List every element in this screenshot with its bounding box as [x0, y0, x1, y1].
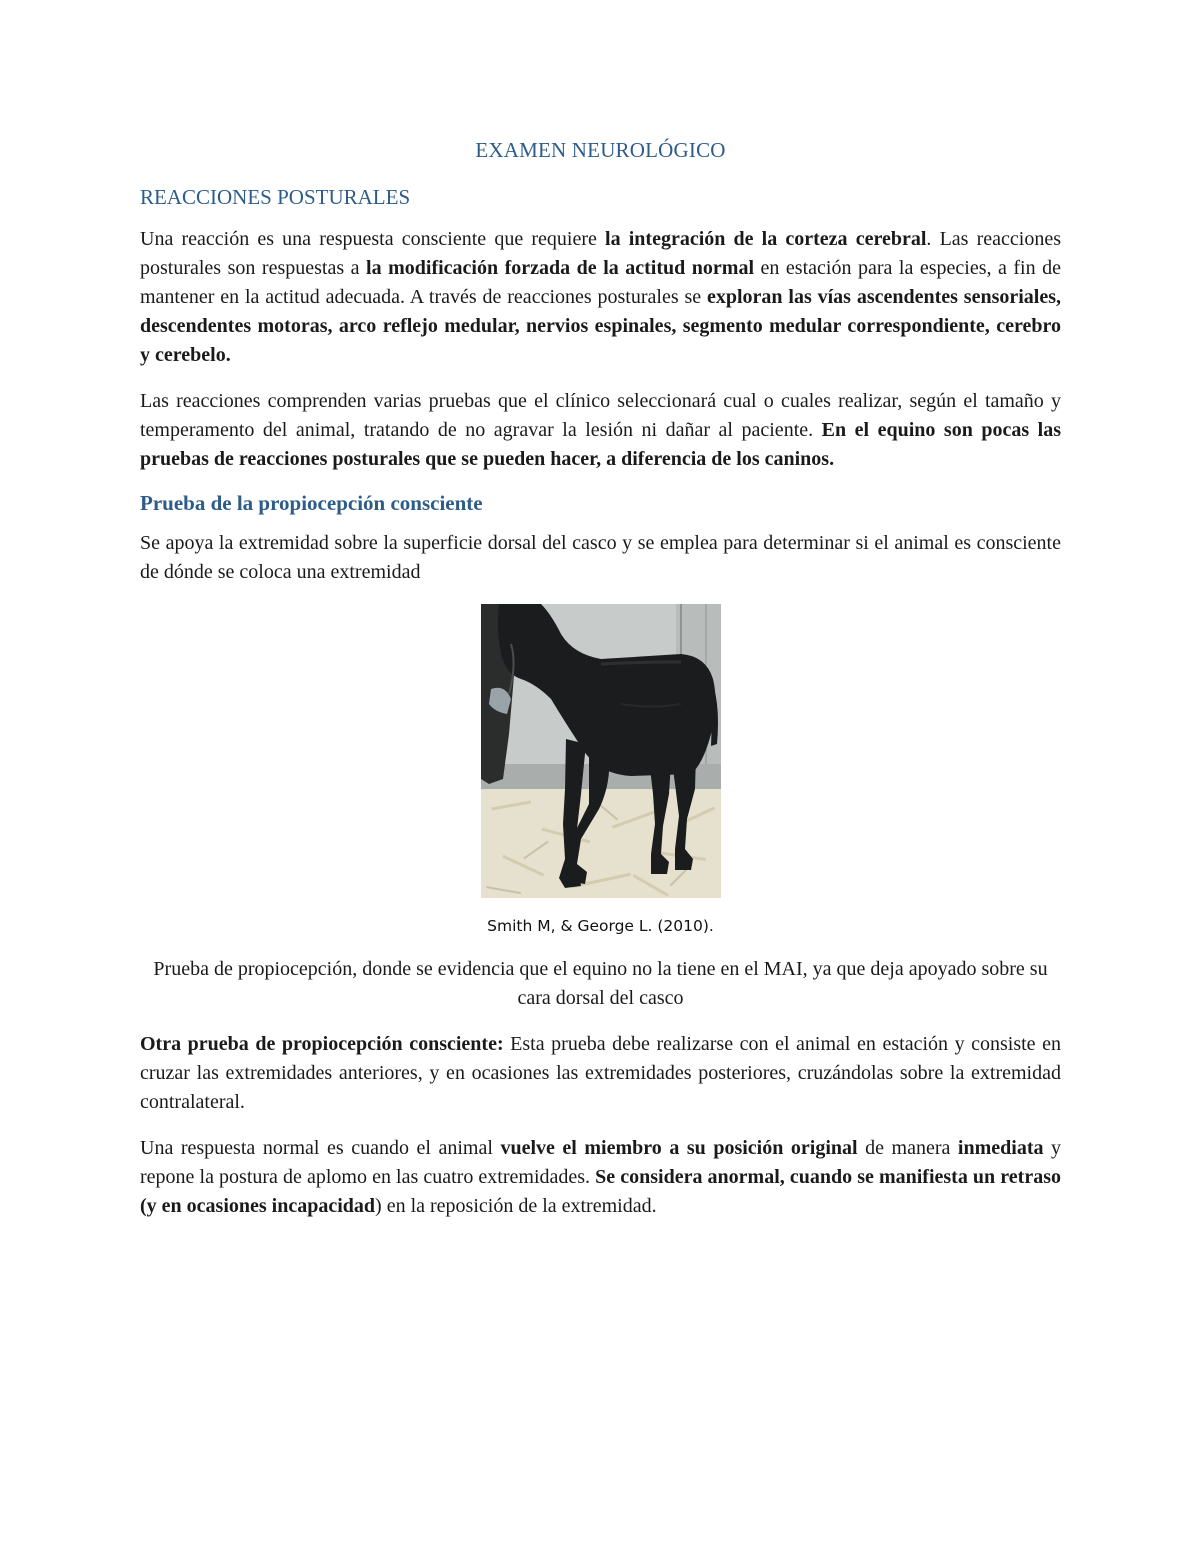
text-span: Las reacciones comprenden varias pruebas que el clínico seleccionará cual o cuales realizar, según el tamaño y temperamento del animal, tratando de no agravar la lesión ni dañar al paciente.	[140, 390, 1061, 441]
bold-span: Se considera anormal, cuando se manifiesta un retraso (y en ocasiones incapacidad	[140, 1166, 1061, 1217]
text-span: en estación para la especies, a fin de mantener en la actitud adecuada. A través de reacciones posturales se	[140, 257, 1061, 308]
foal-photo	[481, 604, 721, 898]
bold-span: En el equino son pocas las pruebas de reacciones posturales que se pueden hacer, a diferencia de los caninos.	[140, 419, 1062, 470]
text-span: Una reacción es una respuesta consciente que requiere	[140, 228, 606, 250]
section-heading: REACCIONES POSTURALES	[140, 185, 411, 209]
figure-credit: Smith M, & George L. (2010).	[487, 917, 714, 935]
bold-span: inmediata	[957, 1137, 1044, 1159]
text-span: . Las reacciones posturales son respuestas a	[140, 228, 1061, 279]
document-page	[140, 138, 1061, 1238]
paragraph-cross-test	[140, 1030, 1061, 1117]
bold-span: Otra prueba de propiocepción consciente:	[140, 1033, 504, 1055]
text-span: Esta prueba debe realizarse con el animal en estación y consiste en cruzar las extremidades anteriores, y en ocasiones las extremidades posteriores, cruzándolas sobre la extremidad contralateral.	[140, 1033, 1061, 1113]
paragraph-intro	[140, 225, 1061, 370]
document-title: EXAMEN NEUROLÓGICO	[475, 138, 726, 162]
subheading-proprioception: Prueba de la propiocepción consciente	[140, 491, 483, 515]
bold-span: la modificación forzada de la actitud normal	[366, 257, 754, 279]
bold-span: la integración de la corteza cerebral	[605, 228, 927, 250]
figure-caption: Prueba de propiocepción, donde se evidencia que el equino no la tiene en el MAI, ya que deja apoyado sobre su cara dorsal del casco	[153, 958, 1048, 1009]
text-span: ) en la reposición de la extremidad.	[375, 1195, 657, 1217]
text-span: de manera	[857, 1137, 958, 1159]
paragraph-proprioception: Se apoya la extremidad sobre la superficie dorsal del casco y se emplea para determinar si el animal es consciente de dónde se coloca una extremidad	[140, 532, 1061, 583]
bold-span: vuelve el miembro a su posición original	[500, 1137, 858, 1159]
paragraph-tests	[140, 387, 1061, 474]
paragraph-normal-response	[140, 1134, 1061, 1221]
text-span: y repone la postura de aplomo en las cuatro extremidades.	[140, 1137, 1062, 1188]
bold-span: exploran las vías ascendentes sensoriales, descendentes motoras, arco reflejo medular, nervios espinales, segmento medular correspondiente, cerebro y cerebelo.	[140, 286, 1061, 366]
text-span: Una respuesta normal es cuando el animal	[140, 1137, 501, 1159]
